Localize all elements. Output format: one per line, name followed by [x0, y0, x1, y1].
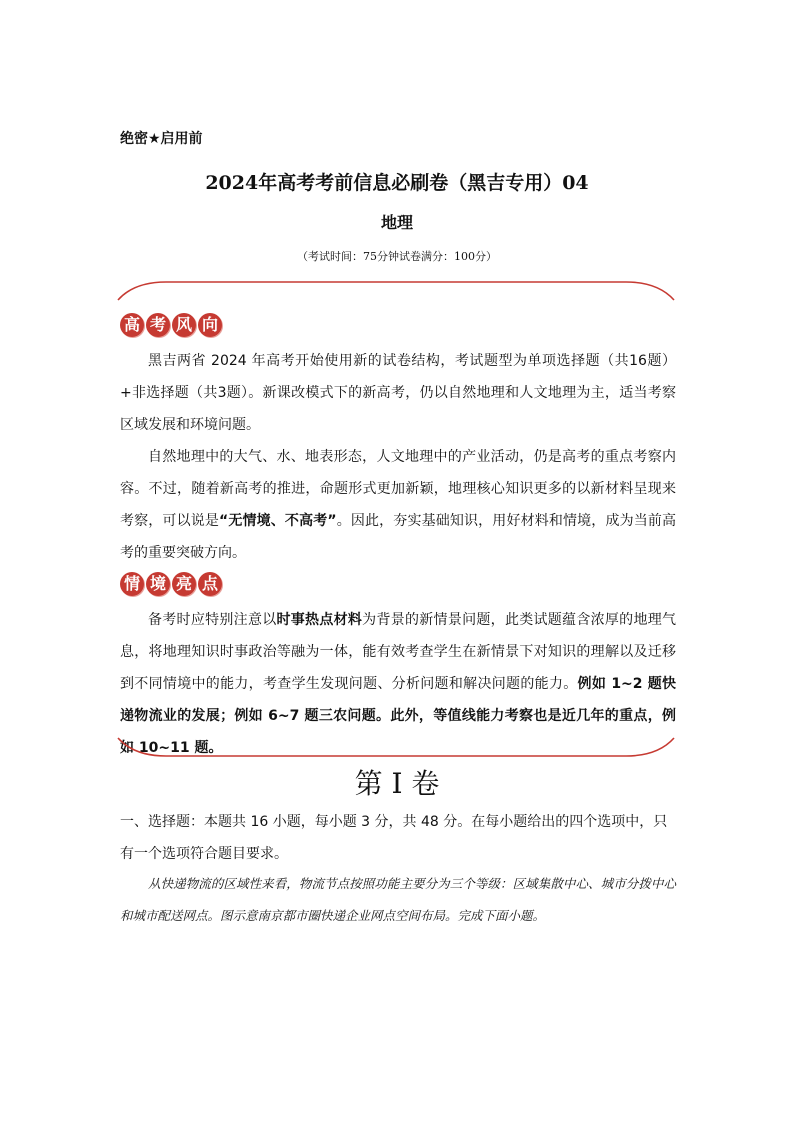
badge-char: 点: [198, 572, 222, 596]
badge-char: 亮: [172, 572, 196, 596]
badge-char: 高: [120, 313, 144, 337]
badge-char: 向: [198, 313, 222, 337]
paragraph-bold-text: 例如 1~2 题快递物流业的发展；例如 6~7 题三农问题。此外，等值线能力考察也是近几年的重点，例如 10~11 题。: [120, 676, 676, 756]
highlight-badge: [120, 572, 222, 598]
subject-title: 地理: [380, 213, 413, 232]
trend-badge: [120, 313, 222, 339]
badge-char: 考: [146, 313, 170, 337]
paragraph-bold-text: “无情境、不高考”: [219, 513, 337, 529]
trend-paragraph-2: [120, 441, 676, 569]
exam-title: 2024年高考考前信息必刷卷（黑吉专用）04: [205, 172, 589, 194]
paragraph-text: 自然地理中的大气、水、地表形态，人文地理中的产业活动，仍是高考的重点考察内容。不过，随着新高考的推进，命题形式更加新颖，地理核心知识更多的以新材料呈现来考察，可以说是: [120, 449, 676, 529]
paragraph-text: 。因此，夯实基础知识，用好材料和情境，成为当前高考的重要突破方向。: [120, 513, 677, 561]
top-border-arc: [116, 280, 676, 304]
material-text: 从快递物流的区域性来看，物流节点按照功能主要分为三个等级：区域集散中心、城市分拨中心和城市配送网点。图示意南京都市圈快递企业网点空间布局。完成下面小题。: [120, 876, 676, 923]
volume-title: 第 I 卷: [354, 767, 440, 800]
badge-char: 情: [120, 572, 144, 596]
trend-paragraph-1: 黑吉两省 2024 年高考开始使用新的试卷结构，考试题型为单项选择题（共16题）+非选择题（共3题）。新课改模式下的新高考，仍以自然地理和人文地理为主，适当考察区域发展和环境问题。: [120, 353, 676, 433]
badge-char: 境: [146, 572, 170, 596]
bottom-border-arc: [116, 734, 676, 758]
section-instruction: 一、选择题：本题共 16 小题，每小题 3 分，共 48 分。在每小题给出的四个选项中，只有一个选项符合题目要求。: [120, 814, 668, 862]
paragraph-bold-text: 时事热点材料: [276, 612, 363, 628]
exam-info: （考试时间：75分钟试卷满分：100分）: [297, 250, 497, 263]
badge-char: 风: [172, 313, 196, 337]
secret-label: 绝密★启用前: [120, 131, 203, 147]
paragraph-text: 备考时应特别注意以: [148, 612, 277, 628]
paragraph-text: 为背景的新情景问题，此类试题蕴含浓厚的地理气息，将地理知识时事政治等融为一体，能有效考查学生在新情景下对知识的理解以及迁移到不同情境中的能力，考查学生发现问题、分析问题和解决问题的能力。: [120, 612, 677, 692]
